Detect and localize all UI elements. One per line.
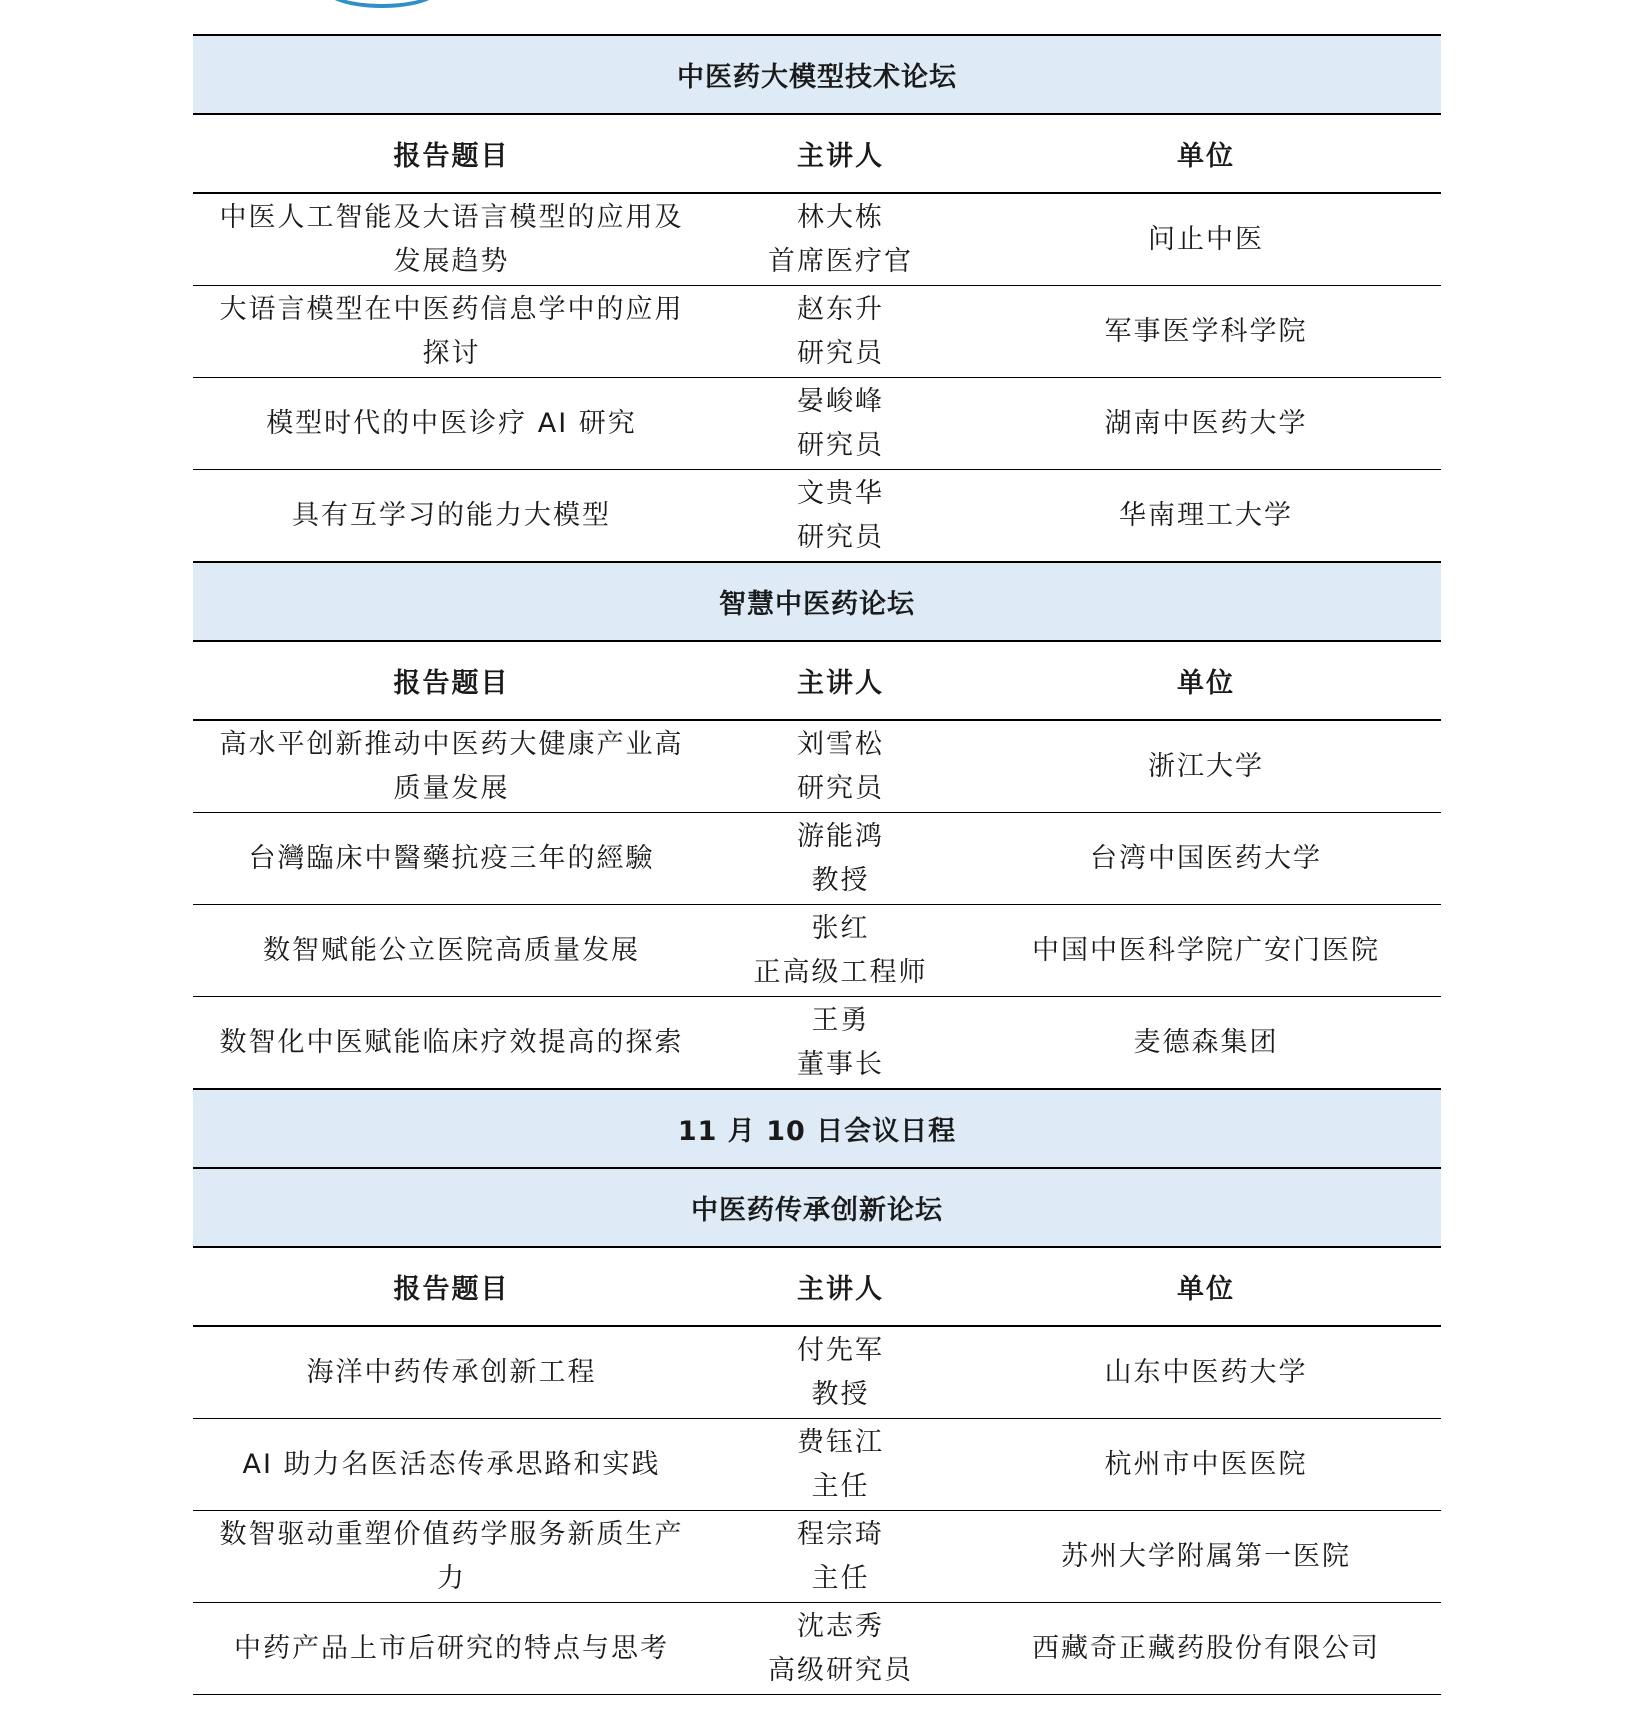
table-row xyxy=(193,470,1441,563)
column-header-title: 报告题目 xyxy=(193,641,710,720)
table-row xyxy=(193,193,1441,286)
speaker-name: 付先军 xyxy=(797,1334,884,1366)
talk-title xyxy=(193,1511,710,1603)
speaker-name: 张红 xyxy=(811,912,870,944)
speaker-unit: 浙江大学 xyxy=(971,720,1441,813)
speaker-unit: 中国中医科学院广安门医院 xyxy=(971,905,1441,997)
talk-title-line: 中医人工智能及大语言模型的应用及 xyxy=(219,201,684,233)
speaker-name: 晏峻峰 xyxy=(797,385,884,417)
speaker-cell xyxy=(710,193,971,286)
speaker-name: 赵东升 xyxy=(797,293,884,325)
table-row xyxy=(193,1603,1441,1695)
column-header-row xyxy=(193,641,1441,720)
section-header xyxy=(193,1089,1441,1168)
talk-title xyxy=(193,470,710,563)
speaker-cell xyxy=(710,286,971,378)
column-header-speaker: 主讲人 xyxy=(710,114,971,193)
speaker-unit: 问止中医 xyxy=(971,193,1441,286)
talk-title-line: AI 助力名医活态传承思路和实践 xyxy=(242,1448,661,1480)
column-header-speaker: 主讲人 xyxy=(710,641,971,720)
talk-title-line: 具有互学习的能力大模型 xyxy=(292,499,611,531)
speaker-cell xyxy=(710,997,971,1090)
speaker-role: 教授 xyxy=(811,864,870,896)
speaker-role: 研究员 xyxy=(797,772,884,804)
table-row xyxy=(193,905,1441,997)
column-header-unit: 单位 xyxy=(971,1247,1441,1326)
talk-title-line: 探讨 xyxy=(422,337,481,369)
section-header xyxy=(193,1168,1441,1247)
talk-title-line: 质量发展 xyxy=(393,772,510,804)
section-header xyxy=(193,562,1441,641)
speaker-name: 游能鸿 xyxy=(797,820,884,852)
talk-title xyxy=(193,378,710,470)
talk-title-line: 台灣臨床中醫藥抗疫三年的經驗 xyxy=(248,842,655,874)
speaker-unit: 苏州大学附属第一医院 xyxy=(971,1511,1441,1603)
speaker-role: 主任 xyxy=(811,1470,870,1502)
speaker-role: 教授 xyxy=(811,1378,870,1410)
talk-title xyxy=(193,1603,710,1695)
talk-title-line: 数智驱动重塑价值药学服务新质生产 xyxy=(219,1518,684,1550)
section-header xyxy=(193,35,1441,114)
schedule-table xyxy=(193,34,1441,1695)
speaker-cell xyxy=(710,905,971,997)
table-row xyxy=(193,1511,1441,1603)
speaker-name: 沈志秀 xyxy=(797,1610,884,1642)
talk-title xyxy=(193,1326,710,1419)
speaker-unit: 湖南中医药大学 xyxy=(971,378,1441,470)
speaker-unit: 西藏奇正藏药股份有限公司 xyxy=(971,1603,1441,1695)
talk-title-line: 力 xyxy=(437,1562,466,1594)
talk-title xyxy=(193,720,710,813)
speaker-role: 高级研究员 xyxy=(768,1654,913,1686)
speaker-cell xyxy=(710,1603,971,1695)
speaker-cell xyxy=(710,813,971,905)
speaker-role: 研究员 xyxy=(797,521,884,553)
speaker-cell xyxy=(710,1419,971,1511)
speaker-name: 程宗琦 xyxy=(797,1518,884,1550)
table-row xyxy=(193,378,1441,470)
talk-title xyxy=(193,905,710,997)
speaker-cell xyxy=(710,1511,971,1603)
speaker-name: 费钰江 xyxy=(797,1426,884,1458)
table-row xyxy=(193,286,1441,378)
speaker-unit: 杭州市中医医院 xyxy=(971,1419,1441,1511)
column-header-unit: 单位 xyxy=(971,114,1441,193)
speaker-unit: 华南理工大学 xyxy=(971,470,1441,563)
talk-title-line: 发展趋势 xyxy=(393,245,510,277)
speaker-name: 王勇 xyxy=(811,1004,870,1036)
talk-title-line: 高水平创新推动中医药大健康产业高 xyxy=(219,728,684,760)
section-title: 中医药传承创新论坛 xyxy=(193,1168,1441,1247)
speaker-name: 文贵华 xyxy=(797,477,884,509)
table-row xyxy=(193,720,1441,813)
section-title: 智慧中医药论坛 xyxy=(193,562,1441,641)
speaker-name: 林大栋 xyxy=(797,201,884,233)
talk-title xyxy=(193,997,710,1090)
speaker-unit: 军事医学科学院 xyxy=(971,286,1441,378)
speaker-role: 研究员 xyxy=(797,429,884,461)
table-row xyxy=(193,1326,1441,1419)
speaker-name: 刘雪松 xyxy=(797,728,884,760)
talk-title xyxy=(193,193,710,286)
logo-fragment xyxy=(322,0,442,8)
talk-title-line: 数智化中医赋能临床疗效提高的探索 xyxy=(219,1026,684,1058)
column-header-row xyxy=(193,1247,1441,1326)
speaker-unit: 山东中医药大学 xyxy=(971,1326,1441,1419)
speaker-role: 主任 xyxy=(811,1562,870,1594)
talk-title xyxy=(193,813,710,905)
column-header-speaker: 主讲人 xyxy=(710,1247,971,1326)
speaker-unit: 麦德森集团 xyxy=(971,997,1441,1090)
column-header-title: 报告题目 xyxy=(193,1247,710,1326)
talk-title-line: 大语言模型在中医药信息学中的应用 xyxy=(219,293,684,325)
column-header-title: 报告题目 xyxy=(193,114,710,193)
speaker-cell xyxy=(710,720,971,813)
schedule-body xyxy=(193,35,1441,1695)
speaker-role: 研究员 xyxy=(797,337,884,369)
speaker-role: 首席医疗官 xyxy=(768,245,913,277)
speaker-unit: 台湾中国医药大学 xyxy=(971,813,1441,905)
talk-title-line: 中药产品上市后研究的特点与思考 xyxy=(234,1632,669,1664)
speaker-cell xyxy=(710,378,971,470)
speaker-role: 董事长 xyxy=(797,1048,884,1080)
table-row xyxy=(193,997,1441,1090)
table-row xyxy=(193,1419,1441,1511)
talk-title-line: 模型时代的中医诊疗 AI 研究 xyxy=(266,407,637,439)
talk-title xyxy=(193,286,710,378)
speaker-cell xyxy=(710,1326,971,1419)
talk-title xyxy=(193,1419,710,1511)
speaker-role: 正高级工程师 xyxy=(753,956,928,988)
section-title: 中医药大模型技术论坛 xyxy=(193,35,1441,114)
talk-title-line: 海洋中药传承创新工程 xyxy=(306,1356,597,1388)
table-row xyxy=(193,813,1441,905)
speaker-cell xyxy=(710,470,971,563)
talk-title-line: 数智赋能公立医院高质量发展 xyxy=(263,934,640,966)
section-title: 11 月 10 日会议日程 xyxy=(193,1089,1441,1168)
column-header-unit: 单位 xyxy=(971,641,1441,720)
column-header-row xyxy=(193,114,1441,193)
